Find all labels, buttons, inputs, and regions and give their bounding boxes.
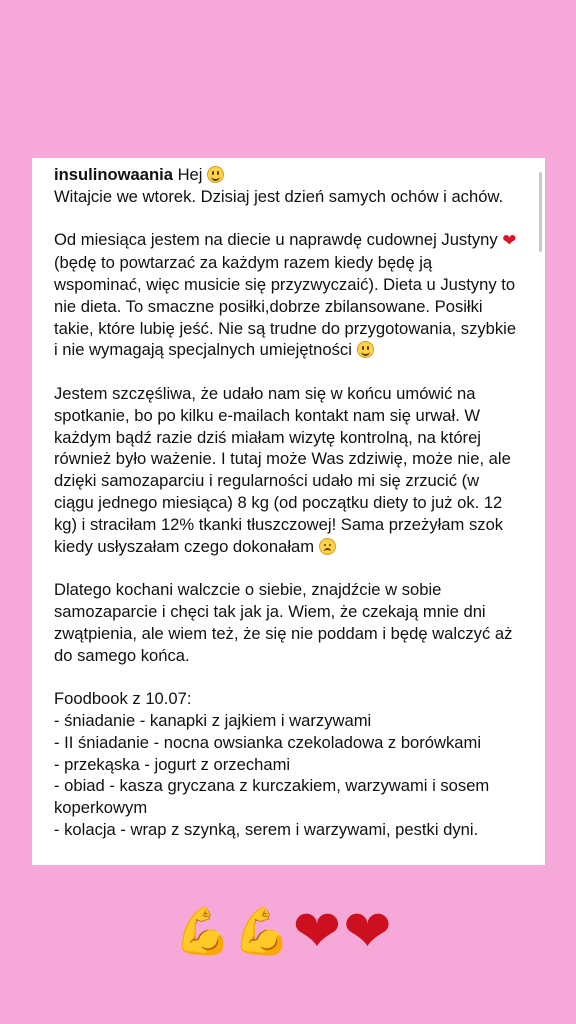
paragraph-motivation: Dlatego kochani walczcie o siebie, znajdźcie w sobie samozaparcie i chęci tak jak ja. Wiem, że czekają mnie dni zwątpienia, ale wiem też, że się nie poddam i będę walczyć aż do samego końca. xyxy=(54,580,513,665)
red-heart-icon: ❤ xyxy=(343,897,392,965)
paragraph-results-text: Jestem szczęśliwa, że udało nam się w końcu umówić na spotkanie, bo po kilku e-mailach kontakt nam się urwał. W każdym bądź razie dziś miałam wizytę kontrolną, na której również było ważenie. I tutaj może Was zdziwię, może nie, ale dzięki samozaparciu i regularności udało mi się zrzucić (w ciągu jednego miesiąca) 8 kg (od początku diety to już ok. 12 kg) i straciłam 12% tkanki tłuszczowej! Sama przeżyłam szok kiedy usłyszałam czego dokonałam xyxy=(54,383,511,556)
flexed-biceps-icon: 💪 xyxy=(233,904,291,958)
username[interactable]: insulinowaania xyxy=(54,165,173,184)
foodbook-item: - II śniadanie - nocna owsianka czekoladowa z borówkami xyxy=(54,732,482,752)
foodbook-item: - obiad - kasza gryczana z kurczakiem, warzywami i sosem koperkowym xyxy=(54,776,490,818)
foodbook-item: - kolacja - wrap z szynką, serem i warzywami, pestki dyni. xyxy=(54,819,479,839)
foodbook-item: - śniadanie - kanapki z jajkiem i warzywami xyxy=(54,710,372,730)
caption-text-area xyxy=(32,158,545,841)
greeting: Hej xyxy=(177,165,203,184)
smiling-face-icon xyxy=(357,341,374,358)
paragraph-diet-part-b: (będę to powtarzać za każdym razem kiedy będę ją wspominać, więc musicie się przyzwyczaić). Dieta u Justyny to nie dieta. To smaczne posiłki,dobrze zbilansowane. Posiłki takie, które lubię jeść. Nie są trudne do przygotowania, szybkie i nie wymagają specjalnych umiejętności xyxy=(54,253,517,360)
paragraph-diet xyxy=(54,229,523,361)
caption-screenshot-card[interactable] xyxy=(32,158,545,865)
smiling-face-icon xyxy=(207,166,224,183)
caption-first-line xyxy=(54,164,523,186)
red-heart-icon: ❤ xyxy=(292,897,342,965)
foodbook-item: - przekąska - jogurt z orzechami xyxy=(54,754,291,774)
flexed-biceps-icon: 💪 xyxy=(174,904,232,958)
sad-face-icon xyxy=(319,538,336,555)
paragraph-results xyxy=(54,383,523,557)
intro-line: Witajcie we wtorek. Dzisiaj jest dzień samych ochów i achów. xyxy=(54,186,504,206)
foodbook-title: Foodbook z 10.07: xyxy=(54,689,192,709)
scrollbar[interactable] xyxy=(539,172,542,252)
emoji-sticker[interactable] xyxy=(174,897,414,965)
paragraph-diet-part-a: Od miesiąca jestem na diecie u naprawdę cudownej Justyny xyxy=(54,230,498,250)
heart-icon: ❤ xyxy=(502,231,517,251)
